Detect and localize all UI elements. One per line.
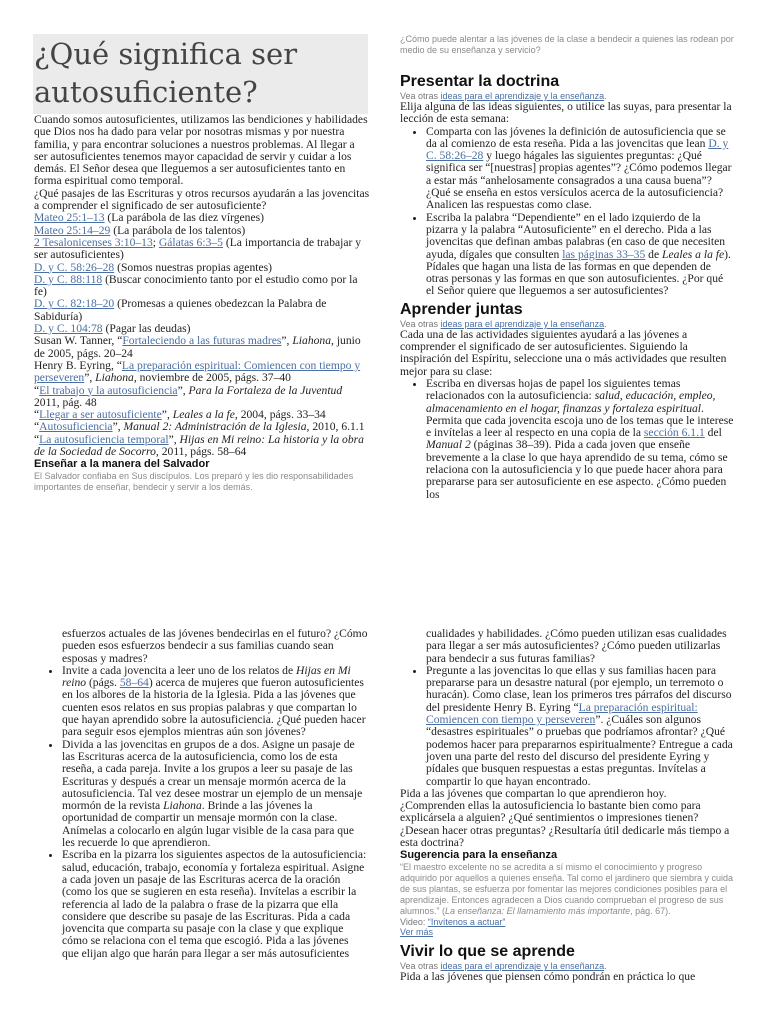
scripture-link[interactable]: Mateo 25:1–13 — [34, 211, 105, 225]
see-more-ideas: Vea otras ideas para el aprendizaje y la enseñanza. — [400, 91, 607, 101]
aprender-list — [400, 378, 734, 501]
left-bottom-column — [36, 628, 368, 960]
ver-mas — [400, 927, 734, 937]
heading-aprender: Aprender juntas — [400, 300, 523, 318]
article-link[interactable]: El trabajo y la autosuficiencia — [39, 383, 178, 397]
tip-heading: Sugerencia para la enseñanza — [400, 849, 558, 862]
resource-item: 2 Tesalonicenses 3:10–13; Gálatas 6:3–5 (La importancia de trabajar y ser autosuficientes) — [34, 235, 362, 262]
list-item: • Pregunte a las jovencitas lo que ellas y sus familias hacen para prepararse para un desastre natural (por ejemplo, un terremoto o huracán). Como clase, lean los primeros tres párrafos del discurso del presidente Henry B. Eyring “La preparación espiritual: Comiencen con tiempo y perseveren”. ¿Cuáles son algunos “desastres espirituales” o pruebas que podríamos afrontar? ¿Qué podemos hacer para prepararnos espiritualmente? Entregue a cada joven una parte del resto del discurso del presidente Eyring y pídales que busquen respuestas a estas preguntas. Invítelas a compartir lo que hayan encontrado. — [426, 665, 734, 788]
resource-item: D. y C. 104:78 (Pagar las deudas) — [34, 322, 191, 336]
see-more-ideas: Vea otras ideas para el aprendizaje y la enseñanza. — [400, 961, 607, 972]
ideas-link[interactable]: ideas para el aprendizaje y la enseñanza — [440, 961, 605, 972]
list-item: • Divida a las jovencitas en grupos de a dos. Asigne un pasaje de las Escrituras acerca de la autosuficiencia, como los de esta reseña, a cada pareja. Invite a los grupos a leer su pasaje de las Escrituras y después a crear un mensaje mormón acerca de la autosuficiencia. Tal vez desee mostrar un ejemplo de un mensaje mormón de la revista Liahona. Brinde a las jóvenes la oportunidad de compartir un mensaje mormón con la clase. Anímelas a colocarlo en algún lugar visible de la casa para que les recuerde lo que aprendieron. — [62, 739, 368, 850]
aprender-list-continued — [36, 628, 368, 960]
right-top-column — [400, 34, 734, 501]
resource-item: D. y C. 58:26–28 (Somos nuestras propias agentes) — [34, 260, 272, 274]
resource-item: “La autosuficiencia temporal”, Hijas en Mi reino: La historia y la obra de la Sociedad de Socorro, 2011, págs. 58–64 — [34, 432, 364, 459]
left-top-column — [34, 114, 370, 493]
scripture-link[interactable]: D. y C. 104:78 — [34, 322, 103, 336]
resource-item: “El trabajo y la autosuficiencia”, Para la Fortaleza de la Juventud 2011, pág. 48 — [34, 383, 343, 409]
aprender-list-continued — [400, 628, 734, 788]
list-item: • Escriba en diversas hojas de papel los siguientes temas relacionados con la autosuficiencia: salud, educación, empleo, almacenamiento en el hogar, finanzas y fortaleza espiritual. Permita que cada jovencita escoja uno de los temas que le interese e invítelas a leer al respecto en una copia de la sección 6.1.1 del Manual 2 (páginas 38–39). Pida a cada joven que enseñe brevemente a la clase lo que haya aprendido de su tema, cómo se relaciona con la autosuficiencia y lo que puede hacer ahora para prepararse para ser autosuficiente en ese aspecto. ¿Cómo pueden los — [426, 378, 734, 501]
resource-item: “Llegar a ser autosuficiente”, Leales a la fe, 2004, págs. 33–34 — [34, 408, 326, 422]
scripture-link[interactable]: D. y C. 58:26–28 — [426, 136, 729, 163]
list-item-continued: esfuerzos actuales de las jóvenes bendecirlas en el futuro? ¿Cómo pueden esos esfuerzos bendecir a sus familias cuando sean esposas y madres? — [62, 627, 368, 665]
see-more-ideas: Vea otras ideas para el aprendizaje y la enseñanza. — [400, 318, 607, 329]
pages-link[interactable]: las páginas 33–35 — [562, 247, 646, 261]
scripture-link[interactable]: D. y C. 58:26–28 — [34, 260, 115, 274]
intro-paragraph: Cuando somos autosuficientes, utilizamos las bendiciones y habilidades que Dios nos ha dado para velar por nosotras mismas y por nuestra familia, y para encontrar soluciones a nuestros problemas. Al llegar a ser autosuficientes tenemos mayor capacidad de servir y cuidar a los demás. El Señor desea que lleguemos a ser autosuficientes tanto en forma espiritual como temporal. — [34, 113, 368, 188]
heading-vivir: Vivir lo que se aprende — [400, 943, 575, 961]
resource-item: D. y C. 82:18–20 (Promesas a quienes obedezcan la Palabra de Sabiduría) — [34, 297, 327, 323]
right-bottom-column — [400, 628, 734, 984]
savior-heading: Enseñar a la manera del Salvador — [34, 458, 210, 471]
article-link[interactable]: La preparación espiritual: Comiencen con tiempo y perseveren — [426, 700, 698, 727]
list-item: • Escriba la palabra “Dependiente” en el lado izquierdo de la pizarra y la palabra “Autosuficiente” en el derecho. Pida a las jovencitas que definan ambas palabras (en caso de que necesiten ayuda, dígales que consulten las páginas 33–35 de Leales a la fe). Pídales que hagan una lista de las formas en que dependen de otras personas y las formas en que son autosuficientes. ¿Por qué el Señor quiere que lleguemos a ser autosuficientes? — [426, 212, 734, 298]
page-title: ¿Qué significa ser autosuficiente? — [34, 37, 298, 109]
resources-question: ¿Qué pasajes de las Escrituras y otros recursos ayudarán a las jovencitas a comprender el significado de ser autosuficiente? — [34, 186, 370, 213]
resource-item: Mateo 25:14–29 (La parábola de los talentos) — [34, 223, 246, 237]
list-item: • Escriba en la pizarra los siguientes aspectos de la autosuficiencia: salud, educación, trabajo, economía y fortaleza espiritual. Asigne a cada joven un pasaje de las Escrituras acerca de la oración (como los que se sugieren en esta reseña). Invítelas a escribir la referencia al lado de la palabra o frase de la pizarra que ella considere que describe su pasaje de las Escrituras. Pida a cada jovencita que comparta su pasaje con la clase y que explique cómo se relaciona con el tema que escogió. Pida a las jóvenes que elijan algo que harán para llegar a ser más autosuficientes — [62, 849, 368, 960]
resource-item: “Autosuficiencia”, Manual 2: Administración de la Iglesia, 2010, 6.1.1 — [34, 420, 365, 434]
resource-item: Henry B. Eyring, “La preparación espiritual: Comiencen con tiempo y perseveren”, Liahona, noviembre de 2005, págs. 37–40 — [34, 358, 361, 385]
savior-text: El Salvador confiaba en Sus discípulos. Los preparó y les dio responsabilidades importantes de enseñar, bendecir y servir a los demás. — [34, 471, 354, 493]
gray-question: ¿Cómo puede alentar a las jóvenes de la clase a bendecir a quienes las rodean por medio de su enseñanza y servicio? — [400, 34, 734, 55]
scripture-link[interactable]: Gálatas 6:3–5 — [158, 235, 223, 249]
section-link[interactable]: sección 6.1.1 — [643, 426, 705, 440]
heading-presentar: Presentar la doctrina — [400, 73, 560, 90]
ideas-link[interactable]: ideas para el aprendizaje y la enseñanza — [440, 91, 605, 101]
aprender-intro: Cada una de las actividades siguientes ayudará a las jóvenes a comprender el significado de ser autosuficientes. Siguiendo la inspiración del Espíritu, seleccione una o más actividades que resulten mejor para su clase: — [400, 327, 727, 378]
scripture-link[interactable]: D. y C. 82:18–20 — [34, 297, 115, 311]
pages-link[interactable]: 58–64 — [119, 676, 149, 690]
after-paragraph: Pida a las jóvenes que compartan lo que aprendieron hoy. ¿Comprenden ellas la autosuficiencia lo bastante bien como para explicársela a alguien? ¿Qué sentimientos o impresiones tienen? ¿Desean hacer otras preguntas? ¿Resultaría útil dedicarle más tiempo a esta doctrina? — [400, 786, 730, 850]
resource-item: D. y C. 88:118 (Buscar conocimiento tanto por el estudio como por la fe) — [34, 272, 358, 299]
presentar-intro: Elija alguna de las ideas siguientes, o utilice las suyas, para presentar la lección de esta semana: — [400, 100, 732, 126]
resource-item: Mateo 25:1–13 (La parábola de las diez vírgenes) — [34, 211, 264, 225]
scripture-link[interactable]: Mateo 25:14–29 — [34, 223, 111, 237]
article-link[interactable]: La preparación espiritual: Comiencen con tiempo y perseveren — [34, 358, 361, 385]
list-item: • Comparta con las jóvenes la definición de autosuficiencia que se da al comienzo de esta reseña. Pida a las jovencitas que lean D. y C. 58:26–28 y luego hágales las siguientes preguntas: ¿Qué significa ser “[nuestras] propias agentes”? ¿Cómo podemos llegar a estar más “anhelosamente consagrados a una causa buena”? ¿Qué se enseña en estos versículos acerca de la autosuficiencia? Analicen las respuestas como clase. — [426, 126, 734, 212]
list-item: • Invite a cada jovencita a leer uno de los relatos de Hijas en Mi reino (págs. 58–64) acerca de mujeres que fueron autosuficientes en los albores de la historia de la Iglesia. Pida a las jóvenes que cuenten esos relatos en sus propias palabras y que compartan lo que hayan aprendido sobre la autosuficiencia. ¿Qué pueden hacer para seguir esos ejemplos mientras aún son jóvenes? — [62, 665, 368, 739]
scripture-link[interactable]: D. y C. 88:118 — [34, 272, 103, 286]
video-link[interactable]: “Invítenos a actuar” — [427, 917, 506, 928]
ver-mas-link[interactable]: Ver más — [400, 927, 434, 938]
article-link[interactable]: La autosuficiencia temporal — [39, 432, 169, 446]
article-link[interactable]: Autosuficiencia — [39, 420, 113, 434]
scripture-link[interactable]: 2 Tesalonicenses 3:10–13 — [34, 235, 153, 249]
presentar-list — [400, 126, 734, 298]
tip-quote: “El maestro excelente no se acredita a sí mismo el conocimiento y progreso adquirido por aquellos a quienes enseña. Tal como el jardinero que siembra y cuida de sus plantas, se esfuerza por fomentar las mejores condiciones posibles para el aprendizaje. Entonces agradecen a Dios cuando comprueban el progreso de sus alumnos.” (La enseñanza: El llamamiento más importante, pág. 67). — [400, 862, 734, 917]
list-item-continued: cualidades y habilidades. ¿Cómo pueden utilizan esas cualidades para llegar a ser más autosuficientes? ¿Cómo pueden utilizarlas para bendecir a sus futuras familias? — [426, 627, 727, 665]
article-link[interactable]: Fortaleciendo a las futuras madres — [122, 334, 282, 348]
video-line: Video: “Invítenos a actuar” — [400, 917, 506, 928]
article-link[interactable]: Llegar a ser autosuficiente — [39, 408, 162, 422]
vivir-text: Pida a las jóvenes que piensen cómo pondrán en práctica lo que — [400, 970, 696, 984]
resource-item: Susan W. Tanner, “Fortaleciendo a las futuras madres”, Liahona, junio de 2005, págs. 20–24 — [34, 334, 361, 360]
ideas-link[interactable]: ideas para el aprendizaje y la enseñanza — [440, 318, 605, 329]
